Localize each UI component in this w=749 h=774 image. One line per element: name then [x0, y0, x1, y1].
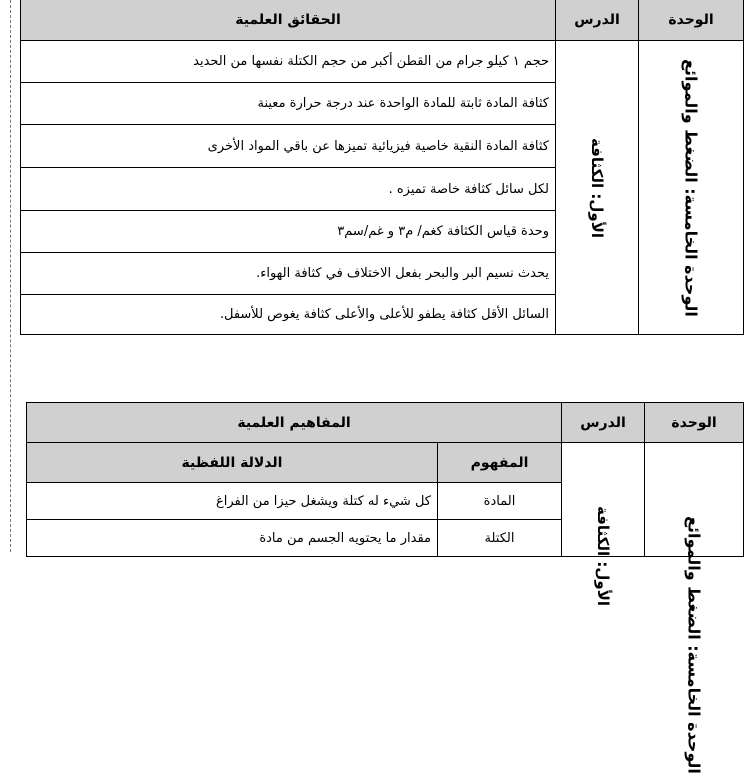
concepts-table — [26, 402, 744, 774]
unit-name: الوحدة الخامسة: الضغط والموائع — [684, 516, 704, 774]
unit-cell — [639, 41, 744, 335]
header-unit: الوحدة — [645, 403, 744, 443]
fact-item: لكل سائل كثافة خاصة تميزه . — [21, 168, 556, 211]
lesson-name: الأول: الكثافة — [588, 137, 606, 238]
lesson-cell — [562, 443, 645, 606]
fact-item: يحدث نسيم البر والبحر بفعل الاختلاف في كثافة الهواء. — [21, 253, 556, 295]
page-margin-line — [10, 0, 11, 552]
unit-name: الوحدة الخامسة: الضغط والموائع — [681, 58, 701, 317]
unit-cell — [645, 443, 744, 774]
concept-meaning: مقدار ما يحتويه الجسم من مادة — [27, 520, 438, 557]
fact-item: حجم ١ كيلو جرام من القطن أكبر من حجم الكتلة نفسها من الحديد — [21, 41, 556, 83]
fact-item: كثافة المادة النقية خاصية فيزيائية تميزها عن باقي المواد الأخرى — [21, 125, 556, 168]
fact-item: كثافة المادة ثابتة للمادة الواحدة عند درجة حرارة معينة — [21, 83, 556, 125]
facts-table — [20, 0, 744, 335]
lesson-name: الأول: الكثافة — [594, 505, 612, 606]
fact-item: وحدة قياس الكثافة كغم/ م٣ و غم/سم٣ — [21, 211, 556, 253]
header-unit: الوحدة — [639, 0, 744, 41]
concept-term: المادة — [438, 483, 562, 520]
header-concepts: المفاهيم العلمية — [27, 403, 562, 443]
header-lesson: الدرس — [556, 0, 639, 41]
fact-item: السائل الأقل كثافة يطفو للأعلى والأعلى كثافة يغوص للأسفل. — [21, 295, 556, 335]
subheader-concept: المفهوم — [438, 443, 562, 483]
concept-meaning: كل شيء له كتلة ويشغل حيزا من الفراغ — [27, 483, 438, 520]
subheader-meaning: الدلالة اللفظية — [27, 443, 438, 483]
lesson-cell — [556, 41, 639, 335]
header-lesson: الدرس — [562, 403, 645, 443]
header-facts: الحقائق العلمية — [21, 0, 556, 41]
concept-term: الكتلة — [438, 520, 562, 557]
